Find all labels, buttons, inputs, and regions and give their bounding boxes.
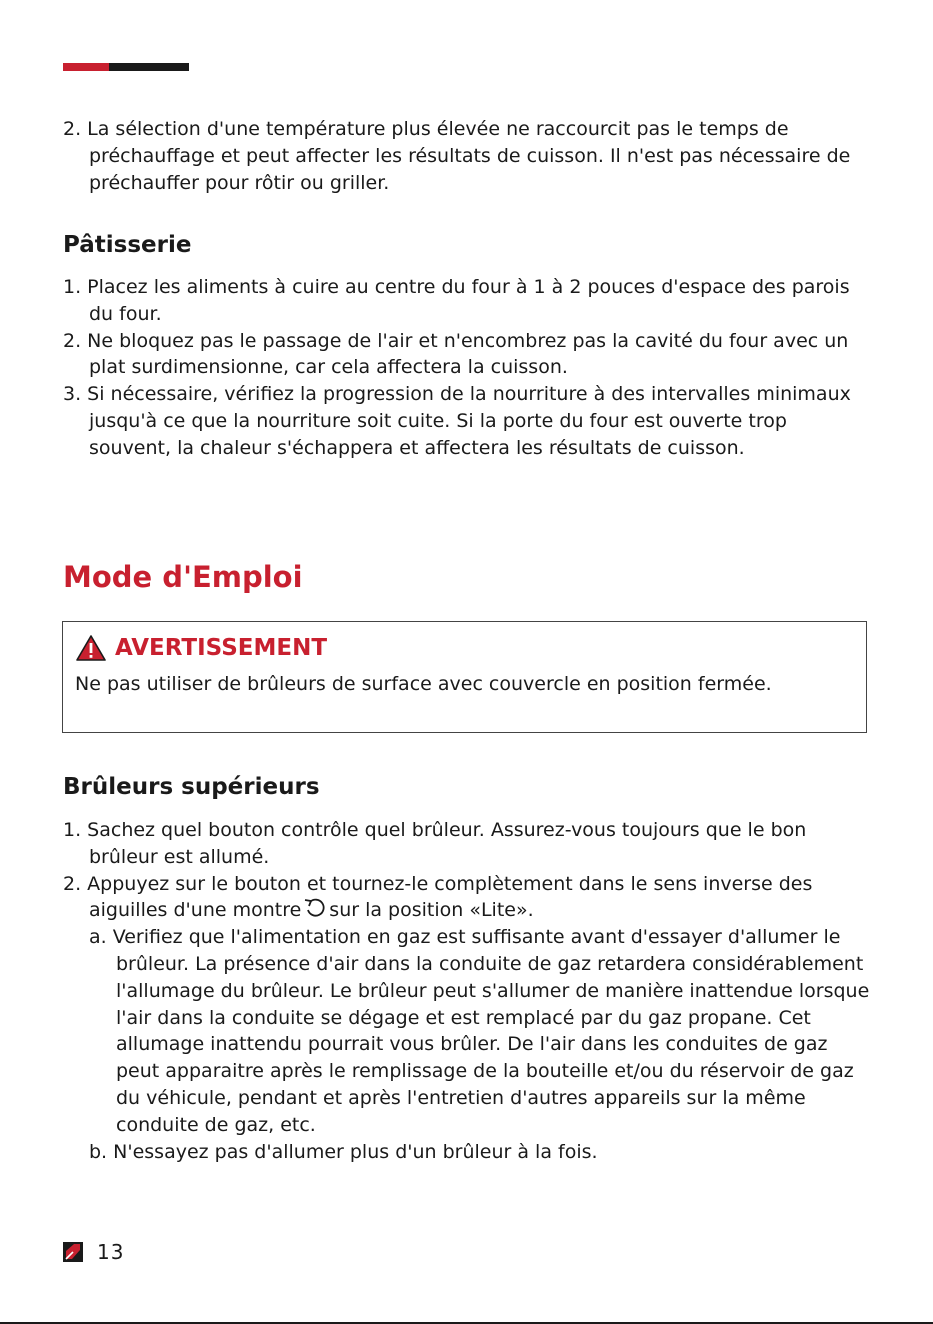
- intro-list: [63, 116, 863, 196]
- warning-title: [75, 634, 327, 662]
- accent-bar-dark: [109, 63, 189, 71]
- bruleurs-heading: Brûleurs supérieurs: [63, 774, 320, 800]
- page-number: 13: [97, 1240, 125, 1264]
- patisserie-item-3: 3. Si nécessaire, vérifiez la progression de la nourriture à des intervalles minimaux jusqu'à ce que la nourriture soit cuite. Si la porte du four est ouverte trop souvent, la chaleur s'échappera et affectera les résultats de cuisson.: [63, 383, 851, 459]
- bruleurs-subitem-a: a. Verifiez que l'alimentation en gaz est suffisante avant d'essayer d'allumer le brûleur. La présence d'air dans la conduite de gaz retardera considérablement l'allumage du brûleur. Le brûleur peut s'allumer de manière inattendue lorsque l'air dans la conduite se dégage et est remplacé par du gaz propane. Cet allumage inattendu pourrait vous brûler. De l'air dans les conduites de gaz peut apparaitre après le remplissage de la bouteille et/ou du réservoir de gaz du véhicule, pendant et après l'entretien d'autres appareils sur la même conduite de gaz, etc.: [89, 926, 870, 1136]
- warning-triangle-icon: [75, 634, 107, 662]
- bruleurs-list: [63, 817, 875, 1165]
- bruleurs-item-2-text: 2. Appuyez sur le bouton et tournez-le complètement dans le sens inverse des aiguilles d'une montre: [63, 872, 813, 922]
- bruleurs-subitem-b: b. N'essayez pas d'allumer plus d'un brûleur à la fois.: [89, 1140, 598, 1163]
- warning-title-text: AVERTISSEMENT: [115, 635, 328, 661]
- header-accent-bar: [63, 63, 189, 71]
- intro-item-2: 2. La sélection d'une température plus élevée ne raccourcit pas le temps de préchauffage et peut affecter les résultats de cuisson. Il n'est pas nécessaire de préchauffer pour rôtir ou griller.: [63, 118, 851, 194]
- patisserie-list: [63, 274, 869, 462]
- accent-bar-red: [63, 63, 109, 71]
- section-title: Mode d'Emploi: [63, 560, 303, 594]
- brand-logo-icon: [63, 1242, 83, 1262]
- bruleurs-item-2-after: sur la position «Lite».: [329, 899, 534, 922]
- warning-body: Ne pas utiliser de brûleurs de surface avec couvercle en position fermée.: [75, 673, 772, 695]
- warning-box: [62, 621, 867, 733]
- patisserie-item-1: 1. Placez les aliments à cuire au centre du four à 1 à 2 pouces d'espace des parois du four.: [63, 276, 850, 325]
- patisserie-item-2: 2. Ne bloquez pas le passage de l'air et n'encombrez pas la cavité du four avec un plat surdimensionne, car cela affectera la cuisson.: [63, 329, 849, 379]
- counterclockwise-arrow-icon: [303, 897, 327, 919]
- patisserie-heading: Pâtisserie: [63, 232, 192, 258]
- bruleurs-item-2: [63, 871, 875, 925]
- page-footer: [63, 1240, 124, 1264]
- bruleurs-item-1: 1. Sachez quel bouton contrôle quel brûleur. Assurez-vous toujours que le bon brûleur est allumé.: [63, 819, 807, 868]
